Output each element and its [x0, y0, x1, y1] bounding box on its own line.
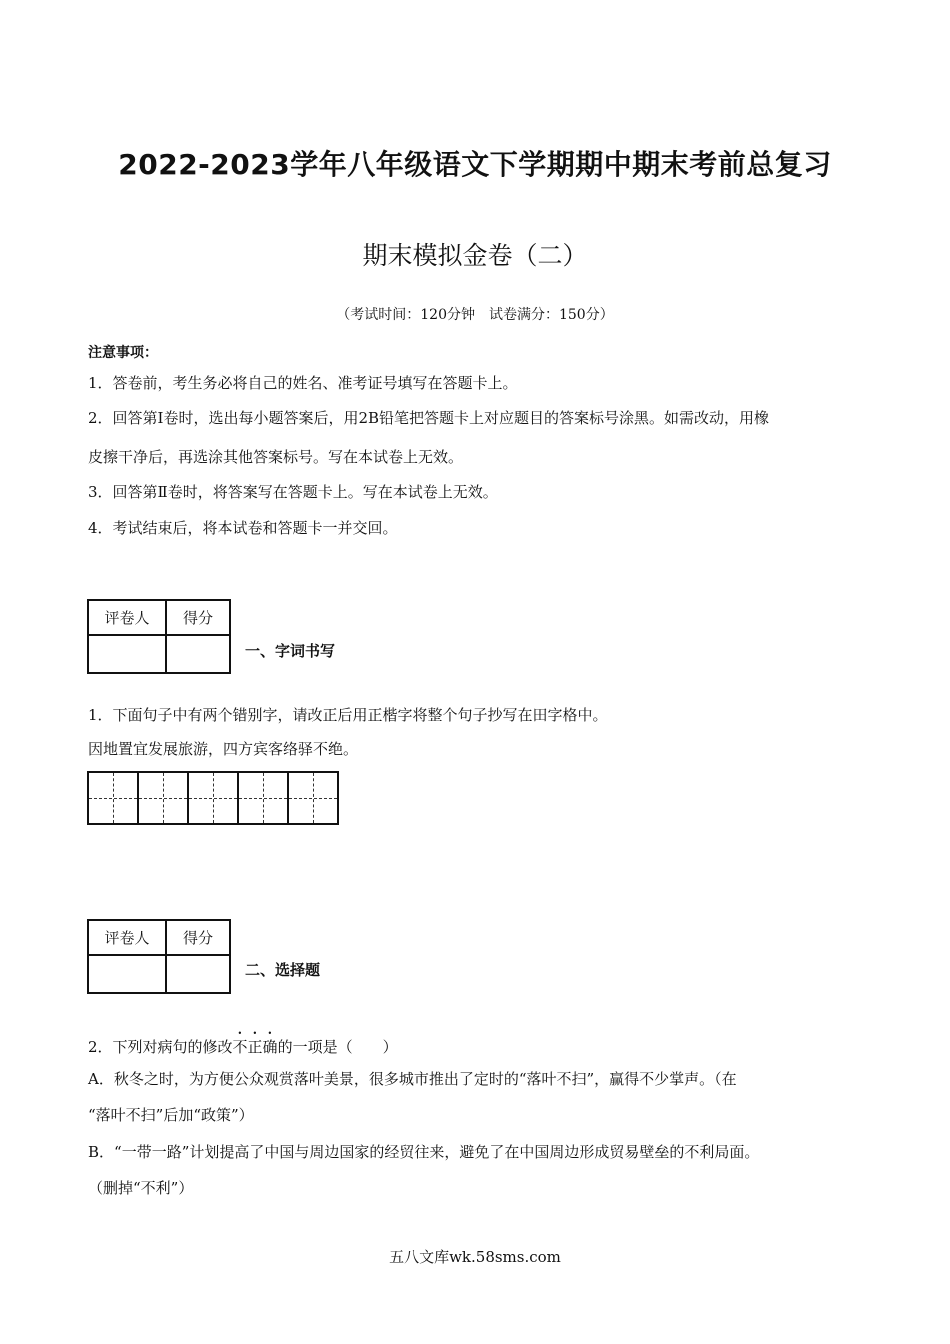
- grader-label: 评卷人: [88, 920, 166, 955]
- emphasis-text: 不正确: [232, 1038, 278, 1056]
- grader-label: 评卷人: [88, 600, 166, 635]
- exam-info: （考试时间：120分钟 试卷满分：150分）: [336, 307, 614, 323]
- grader-field[interactable]: [88, 955, 166, 993]
- question-1-prompt: 1．下面句子中有两个错别字，请改正后用正楷字将整个句子抄写在田字格中。: [88, 706, 608, 724]
- score-label: 得分: [166, 600, 230, 635]
- question-2-prompt: [88, 1029, 398, 1057]
- option-a: A．秋冬之时，为方便公众观赏落叶美景，很多城市推出了定时的“落叶不扫”，赢得不少掌声。（在: [88, 1070, 737, 1088]
- notice-item: 皮擦干净后，再选涂其他答案标号。写在本试卷上无效。: [88, 448, 464, 466]
- page-title: 2022-2023学年八年级语文下学期期中期末考前总复习: [118, 148, 832, 181]
- grid-cell[interactable]: [237, 771, 289, 825]
- score-box: [87, 599, 231, 674]
- notice-item: 2．回答第Ⅰ卷时，选出每小题答案后，用2B铅笔把答题卡上对应题目的答案标号涂黑。如需改动，用橡: [88, 409, 770, 427]
- grid-cell[interactable]: [87, 771, 139, 825]
- question-1-sentence: 因地置宜发展旅游，四方宾客络驿不绝。: [88, 740, 359, 758]
- score-label: 得分: [166, 920, 230, 955]
- section-heading: 一、字词书写: [245, 642, 336, 660]
- notice-item: 3．回答第Ⅱ卷时，将答案写在答题卡上。写在本试卷上无效。: [88, 483, 498, 501]
- score-field[interactable]: [166, 955, 230, 993]
- notice-item: 4．考试结束后，将本试卷和答题卡一并交回。: [88, 519, 398, 537]
- score-field[interactable]: [166, 635, 230, 673]
- grid-cell[interactable]: [287, 771, 339, 825]
- notice-heading: 注意事项：: [88, 345, 158, 361]
- notice-item: 1．答卷前，考生务必将自己的姓名、准考证号填写在答题卡上。: [88, 374, 518, 392]
- option-a-cont: “落叶不扫”后加“政策”）: [88, 1106, 254, 1124]
- page-subtitle: 期末模拟金卷（二）: [362, 241, 588, 270]
- option-b: B．“一带一路”计划提高了中国与周边国家的经贸往来，避免了在中国周边形成贸易壁垒的不利局面。: [88, 1143, 760, 1161]
- question-2-suffix: 的一项是（ ）: [277, 1038, 398, 1056]
- grader-field[interactable]: [88, 635, 166, 673]
- grid-cell[interactable]: [187, 771, 239, 825]
- grid-cell[interactable]: [137, 771, 189, 825]
- footer-watermark: 五八文库wk.58sms.com: [389, 1248, 561, 1266]
- option-b-cont: （删掉“不利”）: [88, 1179, 194, 1197]
- score-box: [87, 919, 231, 994]
- tianzige-grid[interactable]: [87, 771, 337, 825]
- question-2-prefix: 2．下列对病句的修改: [88, 1038, 233, 1056]
- section-heading: 二、选择题: [245, 961, 321, 979]
